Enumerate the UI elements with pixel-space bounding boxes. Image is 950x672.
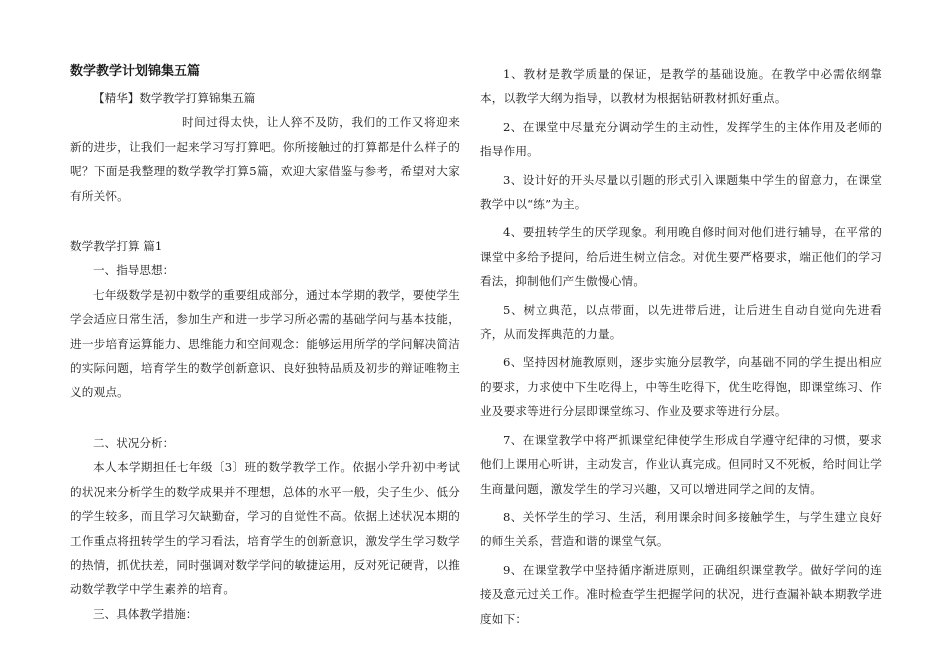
spacer [70, 208, 460, 234]
paragraph-guiding-ideology: 七年级数学是初中数学的重要组成部分，通过本学期的教学，要使学生学会适应日常生活，参加生产和进一步学习所必需的基础学问与基本技能，进一步培育运算能力、思维能力和空间观念：能够运用所学的学问解决简洁的实际问题，培育学生的数学创新意识、良好独特品质及初步的辩证唯物主义的观点。 [70, 287, 460, 400]
document-title: 数学教学计划锦集五篇 [70, 64, 201, 79]
list-item: 2、在课堂中尽量充分调动学生的主动性，发挥学生的主体作用及老师的指导作用。 [480, 119, 882, 159]
heading-guiding-ideology: 一、指导思想： [93, 263, 175, 278]
document-subtitle: 【精华】数学教学打算锦集五篇 [93, 91, 256, 105]
intro-paragraph: 时间过得太快，让人猝不及防，我们的工作又将迎来新的进步，让我们一起来学习写打算吧。你所接触过的打算都是什么样子的呢？下面是我整理的数学教学打算5篇，欢迎大家借鉴与参考，希望对大家有所关怀。 [70, 115, 460, 203]
spacer [70, 405, 460, 431]
left-column [70, 62, 460, 626]
list-item: 6、坚持因材施教原则，逐步实施分层教学，向基础不同的学生提出相应的要求，力求使中下生吃得上，中等生吃得下，优生吃得饱，即课堂练习、作业及要求等进行分层即课堂练习、作业及要求等进行分层。 [480, 355, 882, 419]
paragraph-situation-analysis: 本人本学期担任七年级〔3〕班的数学教学工作。依据小学升初中考试的状况来分析学生的数学成果并不理想，总体的水平一般，尖子生少、低分的学生较多，而且学习欠缺勤奋，学习的自觉性不高。依据上述状况本期的工作重点将扭转学生的学习看法，培育学生的创新意识，激发学生学习数学的热情，抓优扶差，同时强调对数学学问的敏捷运用，反对死记硬背，以推动数学教学中学生素养的培育。 [70, 460, 460, 597]
heading-situation-analysis: 二、状况分析： [93, 435, 175, 450]
list-item: 7、在课堂教学中将严抓课堂纪律使学生形成自学遵守纪律的习惯，要求他们上课用心听讲，主动发言，作业认真完成。但同时又不死板，给时间让学生商量问题，激发学生的学习兴趣，又可以增进同学之间的友情。 [480, 432, 882, 496]
right-column [480, 62, 882, 635]
list-item: 3、设计好的开头尽量以引题的形式引入课题集中学生的留意力，在课堂教学中以“练”为主。 [480, 172, 882, 212]
heading-teaching-measures: 三、具体教学措施： [93, 606, 198, 621]
list-item: 1、教材是教学质量的保证，是教学的基础设施。在教学中必需依纲靠本，以教学大纲为指导，以教材为根据钻研教材抓好重点。 [480, 67, 882, 106]
list-item: 8、关怀学生的学习、生活，利用课余时间多接触学生，与学生建立良好的师生关系，营造和谐的课堂气氛。 [480, 509, 882, 549]
list-item: 5、树立典范，以点带面，以先进带后进，让后进生自动自觉向先进看齐，从而发挥典范的力量。 [480, 302, 882, 342]
section-title: 数学教学打算 篇1 [70, 239, 163, 254]
list-item: 9、在课堂教学中坚持循序渐进原则，正确组织课堂教学。做好学问的连接及意元过关工作。准时检查学生把握学问的状况，进行查漏补缺本期教学进度如下： [480, 562, 882, 626]
list-item: 4、要扭转学生的厌学现象。利用晚自修时间对他们进行辅导，在平常的课堂中多给予提问，给后进生树立信念。对优生要严格要求，端正他们的学习看法，抑制他们产生傲慢心情。 [480, 225, 882, 289]
